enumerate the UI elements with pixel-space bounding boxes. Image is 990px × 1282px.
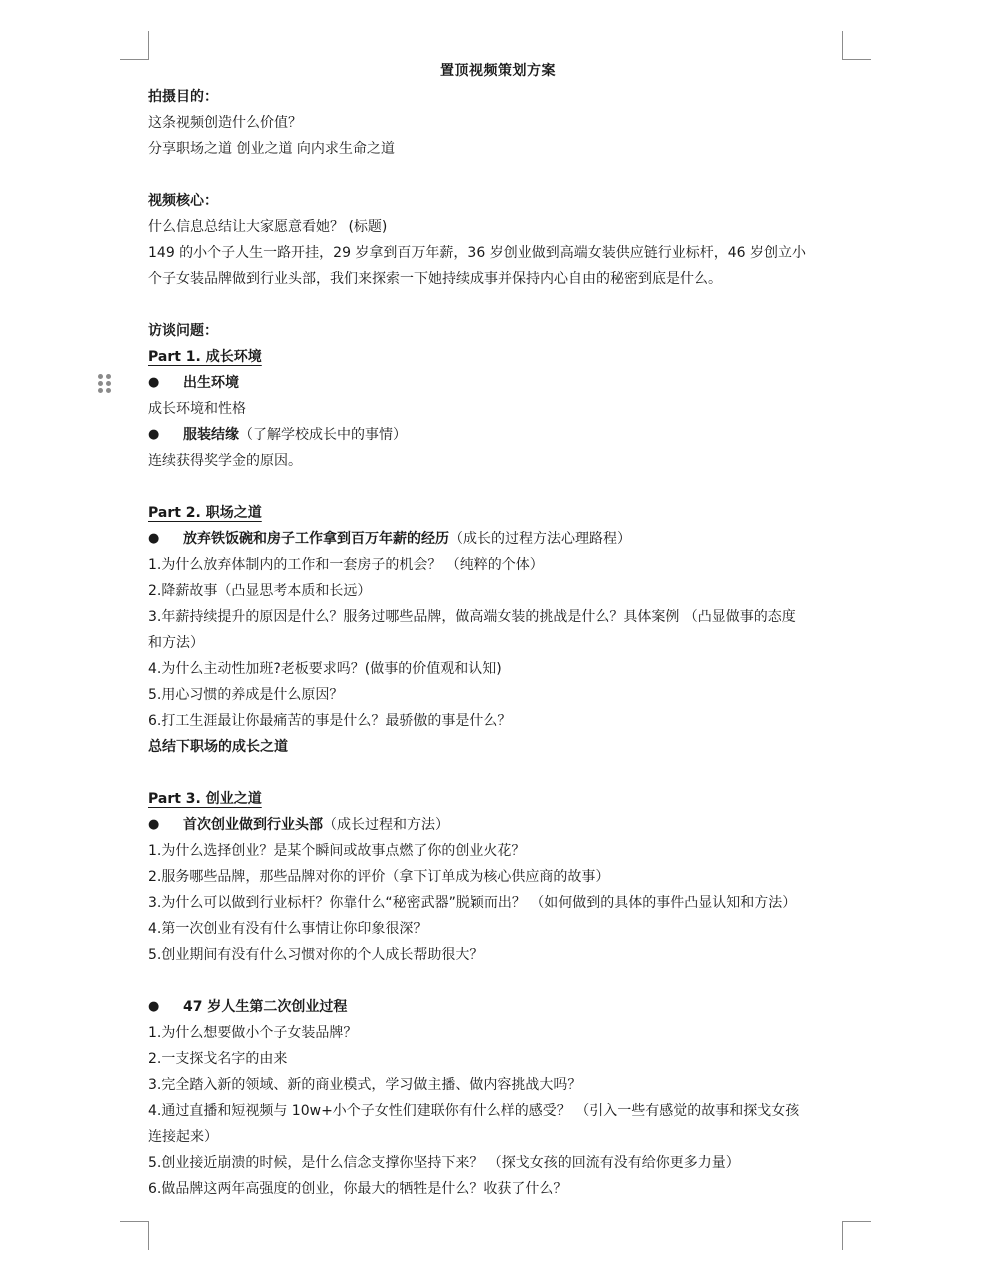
page-corner-mark-bottom-right bbox=[842, 1221, 871, 1250]
bullet-dot-icon: ● bbox=[148, 427, 160, 442]
part3-relaunch-question-5: 5.创业接近崩溃的时候，是什么信念支撑你坚持下来？ （探戈女孩的回流有没有给你更多力量） bbox=[148, 1155, 740, 1171]
part3-bullet-2-title: 47 岁人生第二次创业过程 bbox=[183, 999, 348, 1015]
core-question: 什么信息总结让大家愿意看她？ (标题) bbox=[148, 219, 388, 235]
part2-summary: 总结下职场的成长之道 bbox=[148, 739, 288, 755]
part3-question-5: 5.创业期间有没有什么习惯对你的个人成长帮助很大？ bbox=[148, 947, 484, 963]
part2-question-3: 3.年薪持续提升的原因是什么？服务过哪些品牌，做高端女装的挑战是什么？具体案例 （凸显做事的态度 bbox=[148, 609, 796, 625]
blank-line bbox=[148, 474, 848, 500]
part3-bullet-1-title: 首次创业做到行业头部 bbox=[183, 817, 323, 833]
part2-bullet-1-title: 放弃铁饭碗和房子工作拿到百万年薪的经历 bbox=[183, 531, 449, 547]
part1-bullet-1-title: 出生环境 bbox=[183, 375, 239, 391]
part2-question-5: 5.用心习惯的养成是什么原因？ bbox=[148, 687, 344, 703]
document-body[interactable] bbox=[148, 58, 848, 1202]
part3-relaunch-question-2: 2.一支探戈名字的由来 bbox=[148, 1051, 288, 1067]
bullet-dot-icon: ● bbox=[148, 375, 160, 390]
part3-bullet-1-note: （成长过程和方法） bbox=[323, 817, 449, 833]
part2-question-2: 2.降薪故事（凸显思考本质和长远） bbox=[148, 583, 372, 599]
part3-bullet-2 bbox=[148, 994, 848, 1020]
interview-heading: 访谈问题： bbox=[148, 323, 218, 339]
part3-question-4: 4.第一次创业有没有什么事情让你印象很深？ bbox=[148, 921, 428, 937]
page-corner-mark-top-left bbox=[120, 31, 149, 60]
part2-heading bbox=[148, 500, 848, 526]
part1-heading bbox=[148, 344, 848, 370]
bullet-dot-icon: ● bbox=[148, 531, 160, 546]
part2-question-3-cont: 和方法） bbox=[148, 635, 204, 651]
part3-question-2: 2.服务哪些品牌，那些品牌对你的评价（拿下订单成为核心供应商的故事） bbox=[148, 869, 610, 885]
block-drag-handle-icon[interactable] bbox=[98, 374, 110, 394]
blank-line bbox=[148, 162, 848, 188]
part1-bullet-2 bbox=[148, 422, 848, 448]
part3-relaunch-question-4: 4.通过直播和短视频与 10w+小个子女性们建联你有什么样的感受？ （引入一些有感觉的故事和探戈女孩 bbox=[148, 1103, 800, 1119]
core-heading: 视频核心： bbox=[148, 193, 218, 209]
part1-bullet-2-title: 服装结缘 bbox=[183, 427, 239, 443]
part3-relaunch-question-1: 1.为什么想要做小个子女装品牌？ bbox=[148, 1025, 358, 1041]
part2-question-6: 6.打工生涯最让你最痛苦的事是什么？最骄傲的事是什么？ bbox=[148, 713, 512, 729]
purpose-answer: 分享职场之道 创业之道 向内求生命之道 bbox=[148, 141, 395, 157]
part2-bullet-1-note: （成长的过程方法心理路程） bbox=[449, 531, 631, 547]
purpose-question: 这条视频创造什么价值？ bbox=[148, 115, 302, 131]
part3-question-1: 1.为什么选择创业？是某个瞬间或故事点燃了你的创业火花？ bbox=[148, 843, 526, 859]
part1-bullet-1-text: 成长环境和性格 bbox=[148, 401, 246, 417]
part1-bullet-2-text: 连续获得奖学金的原因。 bbox=[148, 453, 302, 469]
blank-line bbox=[148, 292, 848, 318]
part1-bullet-2-note: （了解学校成长中的事情） bbox=[239, 427, 407, 443]
part3-relaunch-question-4-cont: 连接起来） bbox=[148, 1129, 218, 1145]
part3-title: Part 3. 创业之道 bbox=[148, 791, 262, 807]
part3-relaunch-question-3: 3.完全踏入新的领域、新的商业模式，学习做主播、做内容挑战大吗？ bbox=[148, 1077, 582, 1093]
part3-relaunch-question-6: 6.做品牌这两年高强度的创业，你最大的牺牲是什么？收获了什么？ bbox=[148, 1181, 568, 1197]
blank-line bbox=[148, 968, 848, 994]
part1-bullet-1 bbox=[148, 370, 848, 396]
part2-bullet-1 bbox=[148, 526, 848, 552]
part2-question-4: 4.为什么主动性加班?老板要求吗？(做事的价值观和认知) bbox=[148, 661, 502, 677]
part3-question-3: 3.为什么可以做到行业标杆？你靠什么“秘密武器”脱颖而出？ （如何做到的具体的事件凸显认知和方法） bbox=[148, 895, 797, 911]
page-corner-mark-top-right bbox=[842, 31, 871, 60]
bullet-dot-icon: ● bbox=[148, 999, 160, 1014]
document-title: 置顶视频策划方案 bbox=[440, 63, 556, 79]
part1-title: Part 1. 成长环境 bbox=[148, 349, 262, 365]
part3-bullet-1 bbox=[148, 812, 848, 838]
bullet-dot-icon: ● bbox=[148, 817, 160, 832]
part3-heading bbox=[148, 786, 848, 812]
core-line-1: 149 的小个子人生一路开挂，29 岁拿到百万年薪，36 岁创业做到高端女装供应链行业标杆，46 岁创立小 bbox=[148, 245, 806, 261]
part2-title: Part 2. 职场之道 bbox=[148, 505, 262, 521]
purpose-heading: 拍摄目的： bbox=[148, 89, 218, 105]
blank-line bbox=[148, 760, 848, 786]
core-line-2: 个子女装品牌做到行业头部，我们来探索一下她持续成事并保持内心自由的秘密到底是什么。 bbox=[148, 271, 722, 287]
part2-question-1: 1.为什么放弃体制内的工作和一套房子的机会？ （纯粹的个体） bbox=[148, 557, 544, 573]
page-corner-mark-bottom-left bbox=[120, 1221, 149, 1250]
